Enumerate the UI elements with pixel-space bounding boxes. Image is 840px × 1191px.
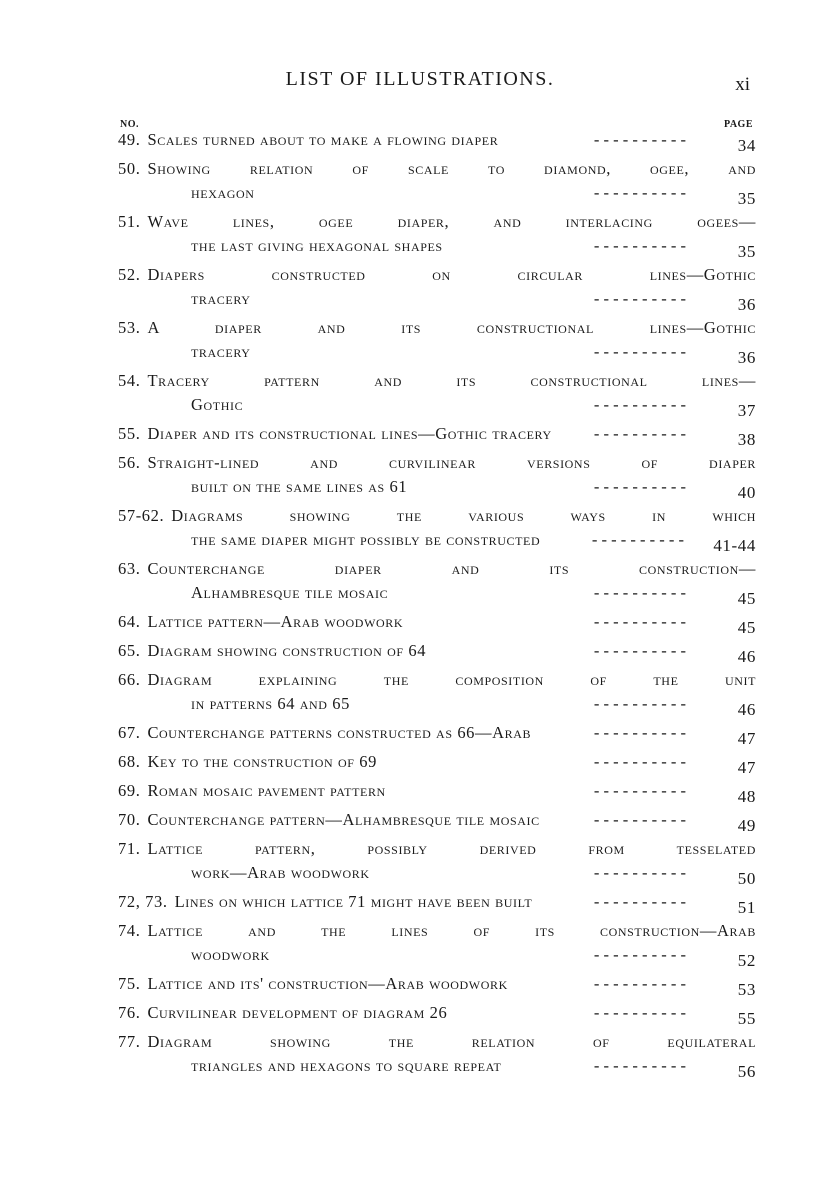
entry-line [118,130,756,154]
entry-line [118,723,756,747]
entry-number: 56. [118,453,141,472]
dot-leader: - - - - - - - - - - [593,752,686,771]
list-item [118,424,756,448]
entry-line [118,212,756,236]
entry-line [118,453,756,477]
list-item [118,781,756,805]
entry-line [118,424,756,448]
entry-line [118,506,756,530]
entry-number: 53. [118,318,141,337]
entry-number: 57-62. [118,506,165,525]
dot-leader: - - - - - - - - - - [593,236,686,255]
dot-leader: - - - - - - - - - - [593,1003,686,1022]
list-item [118,839,756,887]
entry-line [118,159,756,183]
dot-leader: - - - - - - - - - - [593,289,686,308]
entry-page: 52 [737,951,756,970]
list-item [118,1032,756,1080]
dot-leader: - - - - - - - - - - [593,810,686,829]
entry-line [118,265,756,289]
entry-page: 34 [737,136,756,155]
list-item [118,453,756,501]
dot-leader: - - - - - - - - - - [593,395,686,414]
entry-number: 49. [118,130,141,149]
entry-number: 74. [118,921,141,940]
list-item [118,670,756,718]
dot-leader: - - - - - - - - - - [593,583,686,602]
entry-title: Lattice pattern, possibly derived from tesselated [147,839,756,858]
entry-title: Counterchange pattern—Alhambresque tile mosaic [147,810,540,829]
entry-number: 54. [118,371,141,390]
entry-line [118,839,756,863]
entry-line [118,583,756,607]
entry-title: work—Arab woodwork [191,863,370,882]
entry-line [118,974,756,998]
entry-page: 47 [737,729,756,748]
entry-line [118,236,756,260]
list-item [118,159,756,207]
dot-leader: - - - - - - - - - - [593,694,686,713]
entry-line [118,670,756,694]
page-title: LIST OF ILLUSTRATIONS. [285,68,555,90]
entry-page: 36 [737,295,756,314]
dot-leader: - - - - - - - - - - [593,641,686,660]
entry-title: A diaper and its constructional lines—Gothic [147,318,756,337]
entry-line [118,892,756,916]
entry-number: 51. [118,212,141,231]
entry-title: the last giving hexagonal shapes [191,236,443,255]
entry-line [118,641,756,665]
entry-page: 35 [737,242,756,261]
entry-line [118,1032,756,1056]
dot-leader: - - - - - - - - - - [593,424,686,443]
illustrations-list [118,130,756,1085]
entry-title: Straight-lined and curvilinear versions of diaper [147,453,756,472]
entry-line [118,395,756,419]
entry-line [118,371,756,395]
entry-page: 56 [737,1062,756,1081]
entry-number: 64. [118,612,141,631]
entry-number: 69. [118,781,141,800]
list-item [118,921,756,969]
list-item [118,318,756,366]
entry-title: Lattice and the lines of its construction—Arab [147,921,756,940]
dot-leader: - - - - - - - - - - [593,892,686,911]
entry-number: 75. [118,974,141,993]
dot-leader: - - - - - - - - - - [593,945,686,964]
list-item [118,1003,756,1027]
entry-line [118,477,756,501]
entry-title: Curvilinear development of diagram 26 [147,1003,448,1022]
dot-leader: - - - - - - - - - - [593,183,686,202]
list-item [118,559,756,607]
entry-number: 55. [118,424,141,443]
entry-page: 51 [737,898,756,917]
list-item [118,810,756,834]
entry-page: 40 [737,483,756,502]
entry-number: 70. [118,810,141,829]
entry-title: Diagrams showing the various ways in which [171,506,756,525]
entry-number: 67. [118,723,141,742]
entry-page: 38 [737,430,756,449]
entry-title: Diagram showing the relation of equilateral [147,1032,756,1051]
entry-page: 55 [737,1009,756,1028]
entry-page: 48 [737,787,756,806]
entry-line [118,342,756,366]
entry-title: Lines on which lattice 71 might have been built [174,892,533,911]
list-item [118,506,756,554]
entry-title: in patterns 64 and 65 [191,694,351,713]
dot-leader: - - - - - - - - - - [593,342,686,361]
entry-number: 50. [118,159,141,178]
entry-number: 71. [118,839,141,858]
entry-title: Diagram showing construction of 64 [147,641,427,660]
list-item [118,265,756,313]
dot-leader: - - - - - - - - - - [593,723,686,742]
list-item [118,974,756,998]
entry-title: Roman mosaic pavement pattern [147,781,386,800]
list-item [118,723,756,747]
dot-leader: - - - - - - - - - - [593,974,686,993]
entry-line [118,183,756,207]
list-item [118,892,756,916]
entry-line [118,921,756,945]
dot-leader: - - - - - - - - - - [593,1056,686,1075]
entry-line [118,945,756,969]
dot-leader: - - - - - - - - - - [593,863,686,882]
entry-line [118,863,756,887]
entry-title: Diaper and its constructional lines—Gothic tracery [147,424,552,443]
entry-line [118,810,756,834]
list-item [118,612,756,636]
entry-title: Showing relation of scale to diamond, ogee, and [147,159,756,178]
entry-title: the same diaper might possibly be constructed [191,530,541,549]
entry-number: 65. [118,641,141,660]
entry-title: Diagram explaining the composition of the unit [147,670,756,689]
entry-line [118,612,756,636]
entry-title: woodwork [191,945,270,964]
entry-page: 45 [737,618,756,637]
entry-number: 76. [118,1003,141,1022]
entry-title: Wave lines, ogee diaper, and interlacing ogees— [147,212,756,231]
column-header-page: PAGE [723,119,753,130]
entry-title: tracery [191,289,251,308]
entry-title: tracery [191,342,251,361]
list-item [118,641,756,665]
entry-line [118,318,756,342]
entry-page: 49 [737,816,756,835]
list-item [118,212,756,260]
entry-line [118,530,756,554]
list-item [118,130,756,154]
entry-line [118,1056,756,1080]
entry-page: 35 [737,189,756,208]
entry-page: 45 [737,589,756,608]
entry-line [118,1003,756,1027]
entry-line [118,781,756,805]
entry-page: 46 [737,700,756,719]
entry-title: Scales turned about to make a flowing diaper [147,130,499,149]
entry-line [118,752,756,776]
entry-title: built on the same lines as 61 [191,477,408,496]
page-number: xi [735,74,750,95]
dot-leader: - - - - - - - - - - [593,477,686,496]
entry-number: 77. [118,1032,141,1051]
entry-page: 53 [737,980,756,999]
dot-leader: - - - - - - - - - - [593,130,686,149]
dot-leader: - - - - - - - - - - [593,781,686,800]
entry-title: Tracery pattern and its constructional lines— [147,371,756,390]
entry-title: Lattice pattern—Arab woodwork [147,612,404,631]
column-header-no: NO. [120,119,139,130]
entry-title: Diapers constructed on circular lines—Gothic [147,265,756,284]
entry-number: 63. [118,559,141,578]
entry-page: 36 [737,348,756,367]
entry-title: Gothic [191,395,244,414]
entry-title: Counterchange patterns constructed as 66—Arab [147,723,532,742]
entry-page: 50 [737,869,756,888]
entry-title: Key to the construction of 69 [147,752,377,771]
entry-number: 52. [118,265,141,284]
entry-title: hexagon [191,183,255,202]
entry-line [118,694,756,718]
entry-page: 46 [737,647,756,666]
entry-title: Counterchange diaper and its construction— [147,559,756,578]
dot-leader: - - - - - - - - - - [591,530,684,549]
entry-title: Lattice and its' construction—Arab woodwork [147,974,508,993]
entry-page: 41-44 [713,536,756,555]
list-item [118,752,756,776]
entry-title: triangles and hexagons to square repeat [191,1056,502,1075]
entry-number: 72, 73. [118,892,168,911]
entry-page: 37 [737,401,756,420]
entry-line [118,559,756,583]
dot-leader: - - - - - - - - - - [593,612,686,631]
entry-line [118,289,756,313]
list-item [118,371,756,419]
entry-number: 66. [118,670,141,689]
entry-page: 47 [737,758,756,777]
entry-title: Alhambresque tile mosaic [191,583,389,602]
entry-number: 68. [118,752,141,771]
